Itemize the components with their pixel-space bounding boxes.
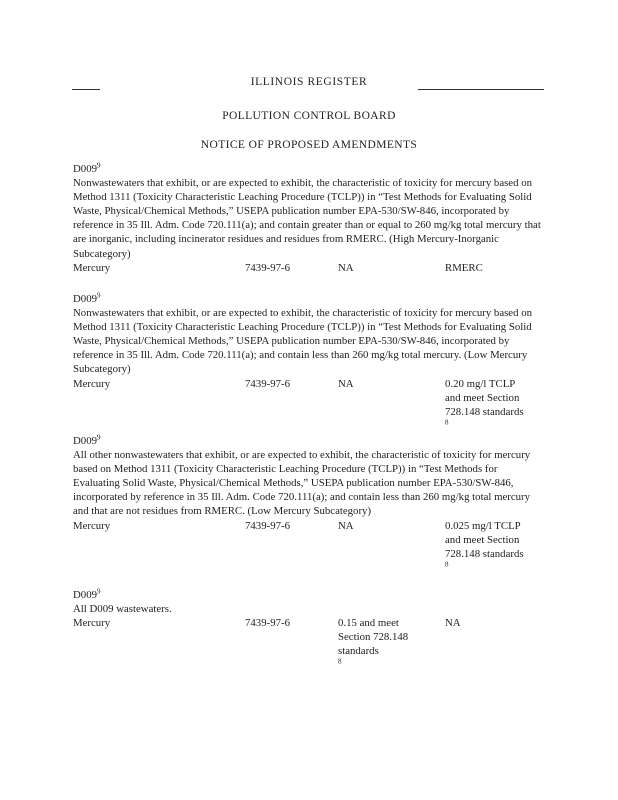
- waste-section: [73, 162, 543, 275]
- waste-description: All other nonwastewaters that exhibit, or are expected to exhibit, the characteristic of toxicity for mercury based on Method 1311 (Toxicity Characteristic Leaching Procedure (TCLP)) in “Test Methods for Evaluating Solid Waste, Physical/Chemical Methods,” USEPA publication number EPA-530/SW-846, incorporated by reference in 35 Ill. Adm. Code 720.111(a); and contain less than 260 mg/kg total mercury and that are not residues from RMERC. (Low Mercury Subcategory): [73, 449, 531, 518]
- nonwastewater-standard: 0.025 mg/l TCLP and meet Section 728.148 standards $^8$: [445, 519, 524, 569]
- register-title: ILLINOIS REGISTER: [250, 76, 368, 88]
- waste-section: [73, 291, 543, 427]
- constituent-name: Mercury: [73, 377, 111, 390]
- wastewater-standard: 0.15 and meet Section 728.148 standards $^8$: [338, 617, 409, 666]
- wastewater-standard: NA: [338, 519, 354, 532]
- table-row: [73, 261, 543, 275]
- constituent-name: Mercury: [73, 617, 111, 630]
- waste-code: $D009^9$: [73, 587, 101, 601]
- nonwastewater-standard: NA: [445, 617, 461, 630]
- table-row: [73, 519, 543, 569]
- cas-number: 7439-97-6: [245, 261, 290, 274]
- cas-number: 7439-97-6: [245, 617, 290, 630]
- cas-number: 7439-97-6: [245, 519, 290, 532]
- footnote-ref: 8: [445, 418, 449, 427]
- constituent-name: Mercury: [73, 261, 111, 274]
- table-row: [73, 377, 543, 427]
- waste-description: Nonwastewaters that exhibit, or are expected to exhibit, the characteristic of toxicity for mercury based on Method 1311 (Toxicity Characteristic Leaching Procedure (TCLP)) in “Test Methods for Evaluating Solid Waste, Physical/Chemical Methods,” USEPA publication number EPA-530/SW-846, incorporated by reference in 35 Ill. Adm. Code 720.111(a); and contain greater than or equal to 260 mg/kg total mercury that are inorganic, including incinerator residues and residues from RMERC. (High Mercury-Inorganic Subcategory): [73, 177, 541, 260]
- header-rule-right: [418, 89, 544, 90]
- notice-title: NOTICE OF PROPOSED AMENDMENTS: [200, 139, 418, 151]
- nonwastewater-standard: RMERC: [445, 261, 483, 274]
- footnote-ref: 8: [338, 657, 342, 666]
- waste-code: $D009^9$: [73, 433, 101, 447]
- footnote-ref: 9: [97, 161, 101, 170]
- wastewater-standard: NA: [338, 377, 354, 390]
- footnote-ref: 9: [97, 587, 101, 596]
- waste-section: [73, 433, 543, 569]
- waste-section: [73, 587, 543, 666]
- wastewater-standard: NA: [338, 261, 354, 274]
- waste-description: Nonwastewaters that exhibit, or are expected to exhibit, the characteristic of toxicity for mercury based on Method 1311 (Toxicity Characteristic Leaching Procedure (TCLP)) in “Test Methods for Evaluating Solid Waste, Physical/Chemical Methods,” USEPA publication number EPA-530/SW-846, incorporated by reference in 35 Ill. Adm. Code 720.111(a); and contain less than 260 mg/kg total mercury. (Low Mercury Subcategory): [73, 307, 532, 376]
- constituent-name: Mercury: [73, 519, 111, 532]
- footnote-ref: 9: [97, 433, 101, 442]
- footnote-ref: 9: [97, 291, 101, 300]
- waste-description: All D009 wastewaters.: [73, 603, 172, 616]
- waste-code: $D009^9$: [73, 161, 101, 175]
- footnote-ref: 8: [445, 560, 449, 569]
- waste-code: $D009^9$: [73, 291, 101, 305]
- table-row: [73, 616, 543, 666]
- cas-number: 7439-97-6: [245, 377, 290, 390]
- header-rule-left: [72, 89, 100, 90]
- board-title: POLLUTION CONTROL BOARD: [222, 110, 396, 122]
- nonwastewater-standard: 0.20 mg/l TCLP and meet Section 728.148 standards $^8$: [445, 377, 524, 427]
